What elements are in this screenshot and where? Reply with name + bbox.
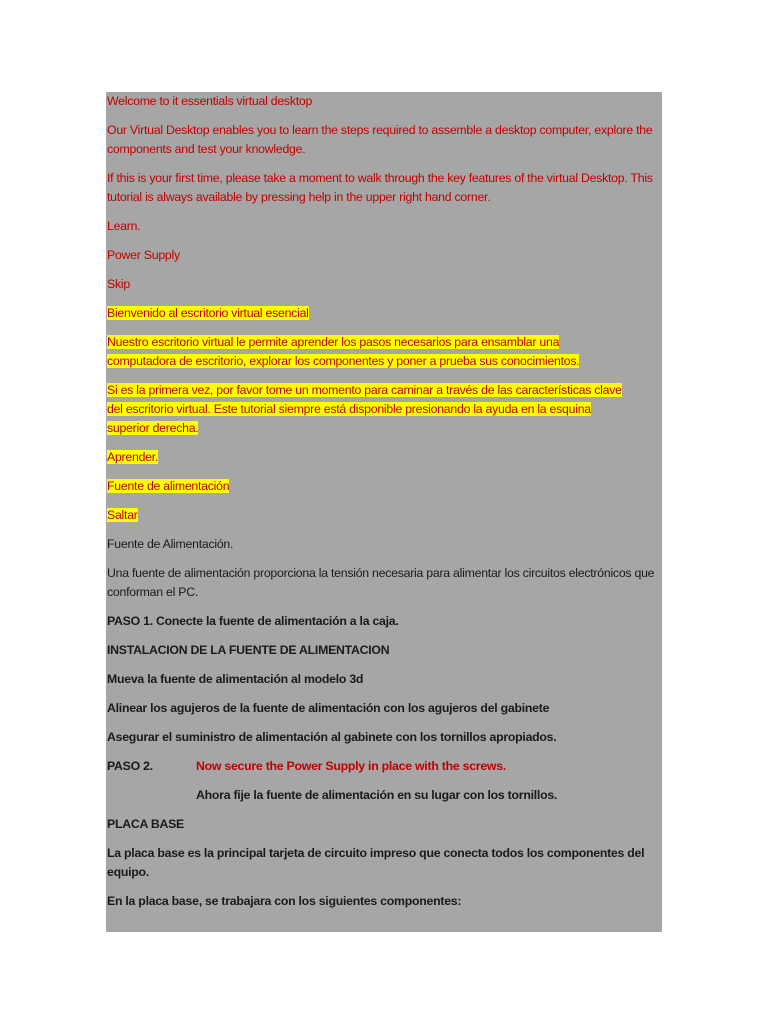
move-instruction: Mueva la fuente de alimentación al modelo 3d	[107, 672, 364, 686]
install-heading: INSTALACION DE LA FUENTE DE ALIMENTACION	[107, 643, 390, 657]
power-supply-es-para	[107, 477, 655, 496]
step2-en: Now secure the Power Supply in place with the screws.	[196, 759, 506, 773]
ps-description: Una fuente de alimentación proporciona la tensión necesaria para alimentar los circuitos electrónicos que conforman el PC.	[107, 566, 655, 599]
intro-es-line1: Nuestro escritorio virtual le permite aprender los pasos necesarios para ensamblar una	[107, 335, 560, 349]
intro-es-para	[107, 333, 655, 371]
document-content	[107, 92, 655, 921]
secure-instruction: Asegurar el suministro de alimentación al gabinete con los tornillos apropiados.	[107, 730, 557, 744]
power-supply-en: Power Supply	[107, 248, 180, 262]
first-time-es-line2: del escritorio virtual. Este tutorial siempre está disponible presionando la ayuda en la esquina	[107, 402, 591, 416]
align-instruction: Alinear los agujeros de la fuente de alimentación con los agujeros del gabinete	[107, 701, 550, 715]
skip-es: Saltar	[107, 508, 138, 522]
first-time-en: If this is your first time, please take a moment to walk through the key features of the virtual Desktop. This tutorial is always available by pressing help in the upper right hand corner.	[107, 171, 653, 204]
document-page	[106, 92, 662, 932]
step2-label: PASO 2.	[107, 759, 153, 773]
first-time-es-line1: Si es la primera vez, por favor tome un momento para caminar a través de las características clave	[107, 383, 622, 397]
skip-es-para	[107, 506, 655, 525]
welcome-en: Welcome to it essentials virtual desktop	[107, 94, 313, 108]
learn-es-para	[107, 448, 655, 467]
power-supply-es: Fuente de alimentación	[107, 479, 230, 493]
intro-en: Our Virtual Desktop enables you to learn the steps required to assemble a desktop computer, explore the components and test your knowledge.	[107, 123, 653, 156]
step1: PASO 1. Conecte la fuente de alimentación a la caja.	[107, 614, 399, 628]
mb-components: En la placa base, se trabajara con los siguientes componentes:	[107, 894, 462, 908]
welcome-es: Bienvenido al escritorio virtual esencial	[107, 306, 309, 320]
step2-row	[107, 757, 655, 776]
mb-description: La placa base es la principal tarjeta de circuito impreso que conecta todos los componentes del equipo.	[107, 846, 645, 879]
intro-es-line2: computadora de escritorio, explorar los componentes y poner a prueba sus conocimientos.	[107, 354, 580, 368]
welcome-es-para	[107, 304, 655, 323]
learn-es: Aprender.	[107, 450, 159, 464]
first-time-es-para	[107, 381, 655, 438]
first-time-es-line3: superior derecha.	[107, 421, 199, 435]
learn-en: Learn.	[107, 219, 141, 233]
step2-es: Ahora fije la fuente de alimentación en su lugar con los tornillos.	[196, 788, 558, 802]
mb-heading: PLACA BASE	[107, 817, 184, 831]
ps-heading: Fuente de Alimentación.	[107, 537, 234, 551]
skip-en: Skip	[107, 277, 130, 291]
